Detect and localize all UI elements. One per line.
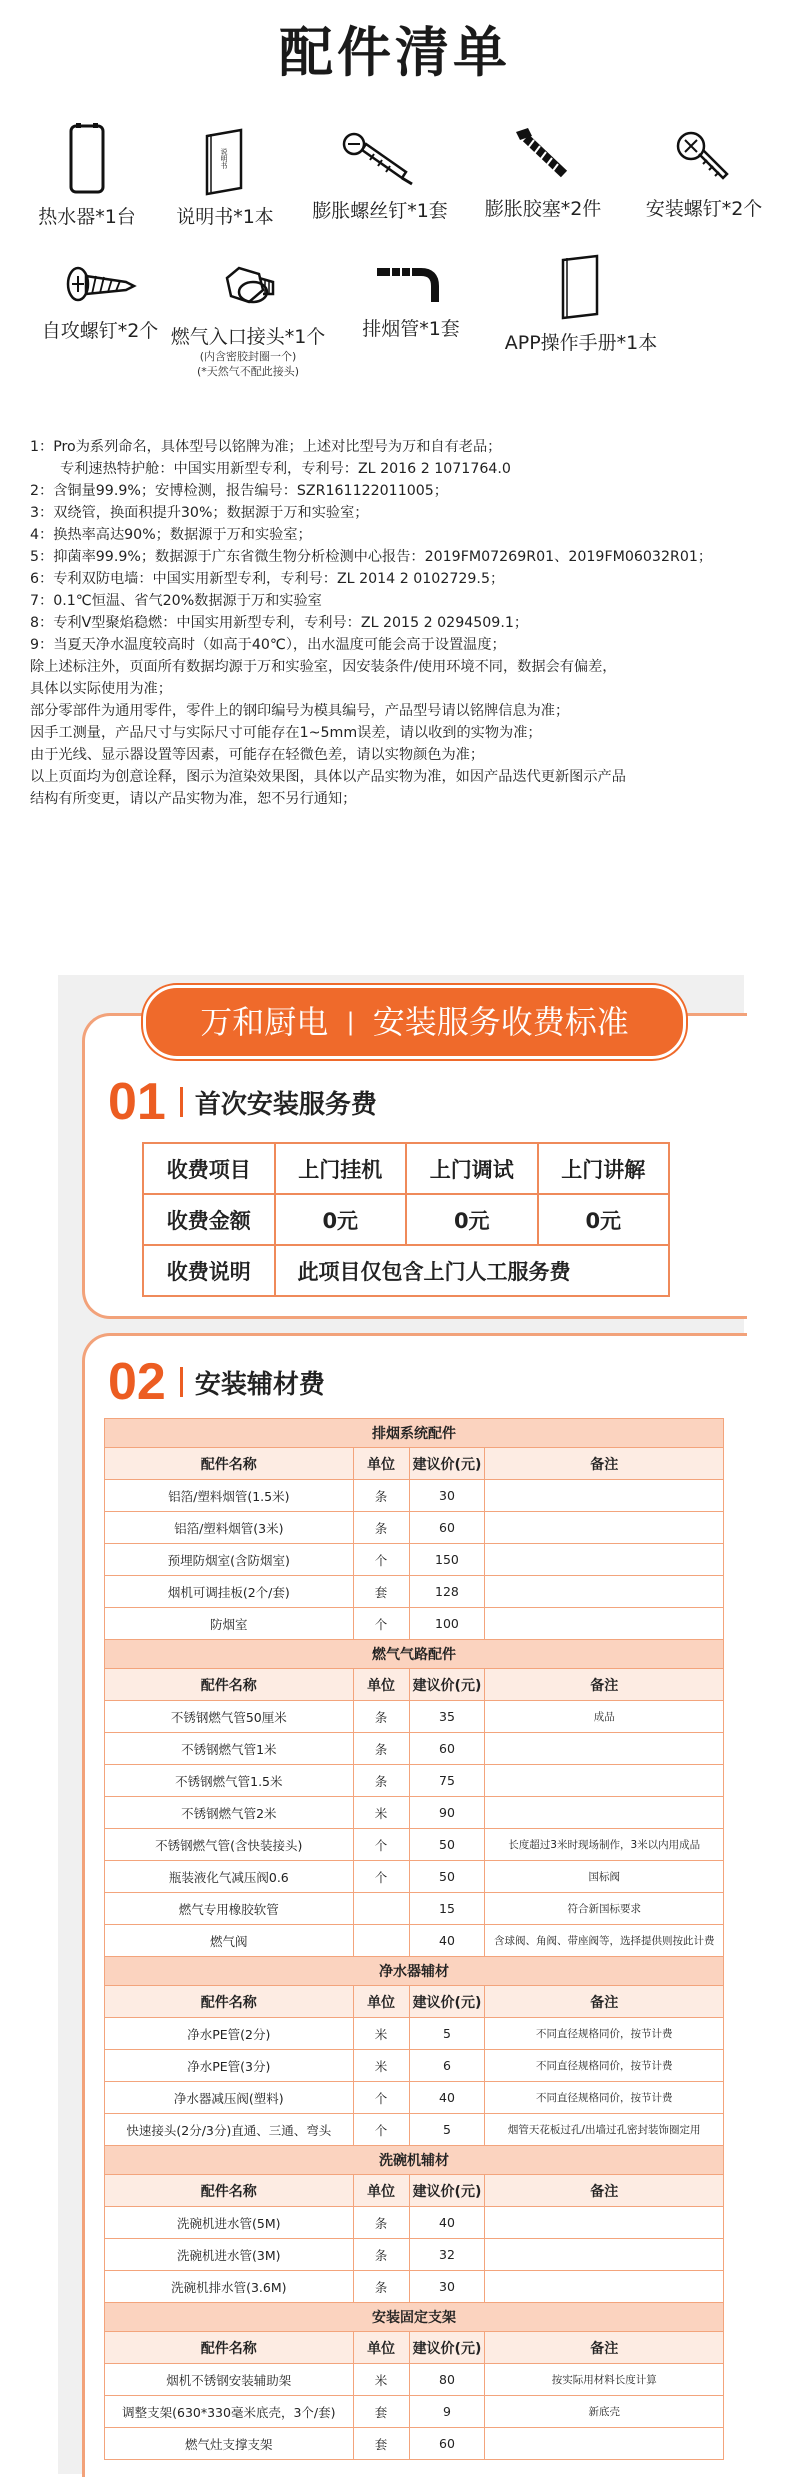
column-header: 配件名称: [105, 2175, 354, 2207]
category-row: [105, 1419, 724, 1448]
table-cell: 15: [409, 1893, 485, 1925]
table-row: [105, 1829, 724, 1861]
table-cell: 40: [409, 2207, 485, 2239]
category-row: [105, 2146, 724, 2175]
table-cell: 50: [409, 1829, 485, 1861]
note-line: 5：抑菌率99.9%；数据源于广东省微生物分析检测中心报告：2019FM07269R01、2019FM06032R01；: [30, 549, 713, 565]
accessory-expansion-plug: [468, 126, 618, 221]
table-cell: 100: [409, 1608, 485, 1640]
header-row: [105, 1986, 724, 2018]
accessory-label: APP操作手册*1本: [504, 332, 658, 354]
section2-number: 02: [108, 1353, 166, 1411]
table-cell: 铝箔/塑料烟管(3米): [105, 1512, 354, 1544]
column-header: 建议价(元): [409, 2332, 485, 2364]
table-cell: 燃气灶支撑支架: [105, 2428, 354, 2460]
table-cell: 上门调试: [406, 1143, 538, 1194]
table-cell: 32: [409, 2239, 485, 2271]
note-line: 以上页面均为创意诠释，图示为渲染效果图，具体以产品实物为准，如因产品迭代更新图示产品: [30, 769, 626, 785]
accessory-label: 自攻螺钉*2个: [41, 320, 159, 342]
table-cell: 新底壳: [485, 2396, 724, 2428]
table-cell: 洗碗机排水管(3.6M): [105, 2271, 354, 2303]
column-header: 建议价(元): [409, 2175, 485, 2207]
table-cell: [485, 2207, 724, 2239]
table-cell: 燃气专用橡胶软管: [105, 1893, 354, 1925]
section2-title: 安装辅材费: [194, 1369, 325, 1400]
materials-fee-table: [104, 1418, 724, 2460]
table-cell: 快速接头(2分/3分)直通、三通、弯头: [105, 2114, 354, 2146]
table-cell: 调整支架(630*330毫米底壳，3个/套): [105, 2396, 354, 2428]
note-line: 部分零部件为通用零件，零件上的钢印编号为模具编号，产品型号请以铭牌信息为准；: [30, 703, 570, 719]
category-title: 净水器辅材: [105, 1957, 724, 1986]
table-cell: 收费说明: [143, 1245, 275, 1296]
column-header: 建议价(元): [409, 1986, 485, 2018]
column-header: 单位: [353, 1669, 409, 1701]
table-cell: 150: [409, 1544, 485, 1576]
table-cell: [485, 2428, 724, 2460]
table-cell: 90: [409, 1797, 485, 1829]
category-row: [105, 1957, 724, 1986]
column-header: 配件名称: [105, 1448, 354, 1480]
page-title: 配件清单: [279, 21, 511, 84]
table-cell: 烟机可调挂板(2个/套): [105, 1576, 354, 1608]
table-cell: 80: [409, 2364, 485, 2396]
manual-cover-text: 说明书: [220, 148, 228, 169]
install-screw-icon: [669, 126, 739, 188]
header-row: [105, 1669, 724, 1701]
table-cell: [353, 1925, 409, 1957]
table-cell: 个: [353, 1829, 409, 1861]
column-header: 单位: [353, 1986, 409, 2018]
table-cell: 5: [409, 2114, 485, 2146]
category-row: [105, 2303, 724, 2332]
water-heater-icon: [57, 122, 117, 196]
service-fee-table: [142, 1142, 670, 1297]
table-cell: 净水PE管(2分): [105, 2018, 354, 2050]
app-manual-icon: [551, 252, 611, 322]
table-row: [105, 1480, 724, 1512]
accessory-label: 燃气入口接头*1个: [170, 326, 326, 348]
table-row: [105, 2364, 724, 2396]
table-cell: 净水PE管(3分): [105, 2050, 354, 2082]
note-line: 结构有所变更，请以产品实物为准，恕不另行通知；: [30, 791, 357, 807]
table-cell: 条: [353, 1512, 409, 1544]
table-row: [143, 1143, 669, 1194]
table-cell: [485, 1544, 724, 1576]
table-cell: 不锈钢燃气管1.5米: [105, 1765, 354, 1797]
table-cell: [485, 1765, 724, 1797]
table-row: [105, 1608, 724, 1640]
banner-separator: |: [346, 1008, 355, 1036]
fee-banner: [143, 985, 686, 1059]
table-cell: 不锈钢燃气管1米: [105, 1733, 354, 1765]
accessory-gas-inlet-joint: [168, 256, 328, 379]
accessory-label: 说明书*1本: [176, 206, 274, 228]
gas-inlet-joint-icon: [213, 256, 283, 316]
table-cell: 个: [353, 1544, 409, 1576]
column-header: 建议价(元): [409, 1669, 485, 1701]
table-cell: 个: [353, 2082, 409, 2114]
table-row: [105, 2396, 724, 2428]
table-row: [105, 2018, 724, 2050]
accessory-water-heater: [22, 122, 152, 229]
table-row: [105, 1701, 724, 1733]
table-cell: 30: [409, 2271, 485, 2303]
table-cell: 套: [353, 2428, 409, 2460]
table-cell: 0元: [538, 1194, 670, 1245]
table-cell: 米: [353, 2018, 409, 2050]
table-cell: 条: [353, 2239, 409, 2271]
table-cell: [485, 2271, 724, 2303]
header-row: [105, 1448, 724, 1480]
note-line: 8：专利V型聚焰稳燃：中国实用新型专利，专利号：ZL 2015 2 0294509.1；: [30, 615, 529, 631]
note-line: 1：Pro为系列命名，具体型号以铭牌为准；上述对比型号为万和自有老品；: [30, 439, 502, 455]
table-cell: 0元: [275, 1194, 407, 1245]
column-header: 备注: [485, 1986, 724, 2018]
table-row: [105, 1893, 724, 1925]
table-cell: 条: [353, 1480, 409, 1512]
table-cell: 条: [353, 2271, 409, 2303]
expansion-plug-icon: [508, 126, 578, 188]
table-cell: 燃气阀: [105, 1925, 354, 1957]
note-line: 2：含铜量99.9%；安博检测，报告编号：SZR161122011005；: [30, 483, 448, 499]
table-cell: 6: [409, 2050, 485, 2082]
table-row: [105, 1765, 724, 1797]
column-header: 建议价(元): [409, 1448, 485, 1480]
table-cell: 烟机不锈钢安装辅助架: [105, 2364, 354, 2396]
table-cell: 上门讲解: [538, 1143, 670, 1194]
column-header: 单位: [353, 2332, 409, 2364]
table-cell: 上门挂机: [275, 1143, 407, 1194]
table-cell: 米: [353, 2364, 409, 2396]
accessory-install-screw: [624, 126, 784, 221]
accessory-manual: [160, 126, 290, 229]
table-cell: 不同直径规格同价，按节计费: [485, 2050, 724, 2082]
note-line: 具体以实际使用为准；: [30, 681, 172, 697]
table-cell: 铝箔/塑料烟管(1.5米): [105, 1480, 354, 1512]
column-header: 单位: [353, 2175, 409, 2207]
table-row: [105, 1544, 724, 1576]
table-row: [143, 1194, 669, 1245]
table-cell: 条: [353, 1765, 409, 1797]
table-cell: [485, 1512, 724, 1544]
section1-heading: [108, 1072, 377, 1132]
category-title: 排烟系统配件: [105, 1419, 724, 1448]
section1-title: 首次安装服务费: [194, 1089, 377, 1120]
column-header: 备注: [485, 1669, 724, 1701]
table-cell: 个: [353, 1608, 409, 1640]
table-cell: [485, 1797, 724, 1829]
expansion-screw-icon: [340, 130, 420, 190]
table-cell: 净水器减压阀(塑料): [105, 2082, 354, 2114]
table-cell: 40: [409, 2082, 485, 2114]
table-cell: 符合新国标要求: [485, 1893, 724, 1925]
table-row: [105, 2271, 724, 2303]
table-cell: 不同直径规格同价，按节计费: [485, 2082, 724, 2114]
header-row: [105, 2175, 724, 2207]
table-row: [105, 2207, 724, 2239]
table-cell: 米: [353, 1797, 409, 1829]
table-row: [105, 1861, 724, 1893]
table-cell: 条: [353, 1733, 409, 1765]
table-cell: 个: [353, 1861, 409, 1893]
table-cell: 米: [353, 2050, 409, 2082]
table-row: [105, 1925, 724, 1957]
column-header: 配件名称: [105, 1986, 354, 2018]
table-cell: 套: [353, 1576, 409, 1608]
table-row: [105, 2239, 724, 2271]
table-cell: 个: [353, 2114, 409, 2146]
note-line: 7：0.1℃恒温、省气20%数据源于万和实验室: [30, 593, 322, 609]
section1-number: 01: [108, 1073, 166, 1131]
accessory-label: 热水器*1台: [38, 206, 136, 228]
column-header: 备注: [485, 1448, 724, 1480]
accessory-expansion-screw: [300, 130, 460, 223]
table-cell: [485, 1608, 724, 1640]
table-cell: 60: [409, 1512, 485, 1544]
section2-divider: [180, 1367, 183, 1397]
column-header: 备注: [485, 2332, 724, 2364]
note-line: 9：当夏天净水温度较高时（如高于40℃），出水温度可能会高于设置温度；: [30, 637, 506, 653]
table-row: [105, 1733, 724, 1765]
table-cell: 5: [409, 2018, 485, 2050]
accessory-app-manual: [486, 252, 676, 355]
table-cell: 30: [409, 1480, 485, 1512]
table-cell: 此项目仅包含上门人工服务费: [275, 1245, 670, 1296]
table-row: [105, 2082, 724, 2114]
table-cell: 不同直径规格同价，按节计费: [485, 2018, 724, 2050]
category-title: 燃气气路配件: [105, 1640, 724, 1669]
column-header: 备注: [485, 2175, 724, 2207]
note-line: 因手工测量，产品尺寸与实际尺寸可能存在1~5mm误差，请以收到的实物为准；: [30, 725, 542, 741]
table-cell: 条: [353, 2207, 409, 2239]
note-line: 3：双绕管，换面积提升30%；数据源于万和实验室；: [30, 505, 369, 521]
section1-divider: [180, 1087, 183, 1117]
table-cell: 收费金额: [143, 1194, 275, 1245]
header-row: [105, 2332, 724, 2364]
table-cell: [485, 1576, 724, 1608]
accessory-self-tapping-screw: [30, 260, 170, 343]
column-header: 配件名称: [105, 2332, 354, 2364]
accessory-label: 排烟管*1套: [362, 318, 460, 340]
table-row: [105, 2114, 724, 2146]
table-cell: 按实际用材料长度计算: [485, 2364, 724, 2396]
table-cell: 50: [409, 1861, 485, 1893]
accessory-note: (*天然气不配此接头): [196, 365, 300, 378]
note-line: 除上述标注外，页面所有数据均源于万和实验室，因安装条件/使用环境不同，数据会有偏差，: [30, 659, 617, 675]
table-cell: 9: [409, 2396, 485, 2428]
table-cell: 35: [409, 1701, 485, 1733]
table-cell: 0元: [406, 1194, 538, 1245]
table-cell: 收费项目: [143, 1143, 275, 1194]
table-row: [105, 1512, 724, 1544]
section2-heading: [108, 1352, 325, 1412]
accessory-note: (内含密胶封圈一个): [199, 350, 297, 363]
table-cell: 烟管天花板过孔/出墙过孔密封装饰圈定用: [485, 2114, 724, 2146]
table-row: [105, 2050, 724, 2082]
category-title: 安装固定支架: [105, 2303, 724, 2332]
accessory-label: 安装螺钉*2个: [645, 198, 763, 220]
table-cell: 条: [353, 1701, 409, 1733]
table-cell: 洗碗机进水管(5M): [105, 2207, 354, 2239]
table-cell: 洗碗机进水管(3M): [105, 2239, 354, 2271]
note-line: 6：专利双防电墙：中国实用新型专利，专利号：ZL 2014 2 0102729.5；: [30, 571, 505, 587]
column-header: 单位: [353, 1448, 409, 1480]
table-cell: 瓶装液化气减压阀0.6: [105, 1861, 354, 1893]
table-cell: [353, 1893, 409, 1925]
table-cell: 含球阀、角阀、带座阀等，选择提供则按此计费: [485, 1925, 724, 1957]
table-cell: 长度超过3米时现场制作，3米以内用成品: [485, 1829, 724, 1861]
table-cell: 不锈钢燃气管(含快装接头): [105, 1829, 354, 1861]
table-cell: 不锈钢燃气管50厘米: [105, 1701, 354, 1733]
table-cell: [485, 1480, 724, 1512]
accessory-label: 膨胀螺丝钉*1套: [312, 200, 448, 222]
table-cell: 60: [409, 1733, 485, 1765]
table-cell: [485, 1733, 724, 1765]
accessory-exhaust-pipe: [346, 262, 476, 341]
accessory-label: 膨胀胶塞*2件: [484, 198, 602, 220]
table-cell: 成品: [485, 1701, 724, 1733]
table-cell: 国标阀: [485, 1861, 724, 1893]
table-row: [105, 1576, 724, 1608]
self-tapping-screw-icon: [62, 260, 138, 310]
table-cell: 防烟室: [105, 1608, 354, 1640]
manual-icon: [195, 126, 255, 196]
category-row: [105, 1640, 724, 1669]
table-cell: [485, 2239, 724, 2271]
table-cell: 预埋防烟室(含防烟室): [105, 1544, 354, 1576]
exhaust-pipe-icon: [371, 262, 451, 308]
table-row: [105, 1797, 724, 1829]
table-cell: 75: [409, 1765, 485, 1797]
column-header: 配件名称: [105, 1669, 354, 1701]
note-line: 专利速热特护舱：中国实用新型专利，专利号：ZL 2016 2 1071764.0: [60, 461, 511, 477]
note-line: 由于光线、显示器设置等因素，可能存在轻微色差，请以实物颜色为准；: [30, 747, 485, 763]
table-cell: 套: [353, 2396, 409, 2428]
banner-title: 安装服务收费标准: [372, 1003, 629, 1041]
table-cell: 40: [409, 1925, 485, 1957]
table-cell: 不锈钢燃气管2米: [105, 1797, 354, 1829]
table-cell: 60: [409, 2428, 485, 2460]
disclaimer-notes: [30, 436, 780, 810]
note-line: 4：换热率高达90%；数据源于万和实验室；: [30, 527, 312, 543]
table-row: [105, 2428, 724, 2460]
table-row: [143, 1245, 669, 1296]
banner-brand: 万和厨电: [200, 1003, 329, 1041]
table-cell: 128: [409, 1576, 485, 1608]
category-title: 洗碗机辅材: [105, 2146, 724, 2175]
